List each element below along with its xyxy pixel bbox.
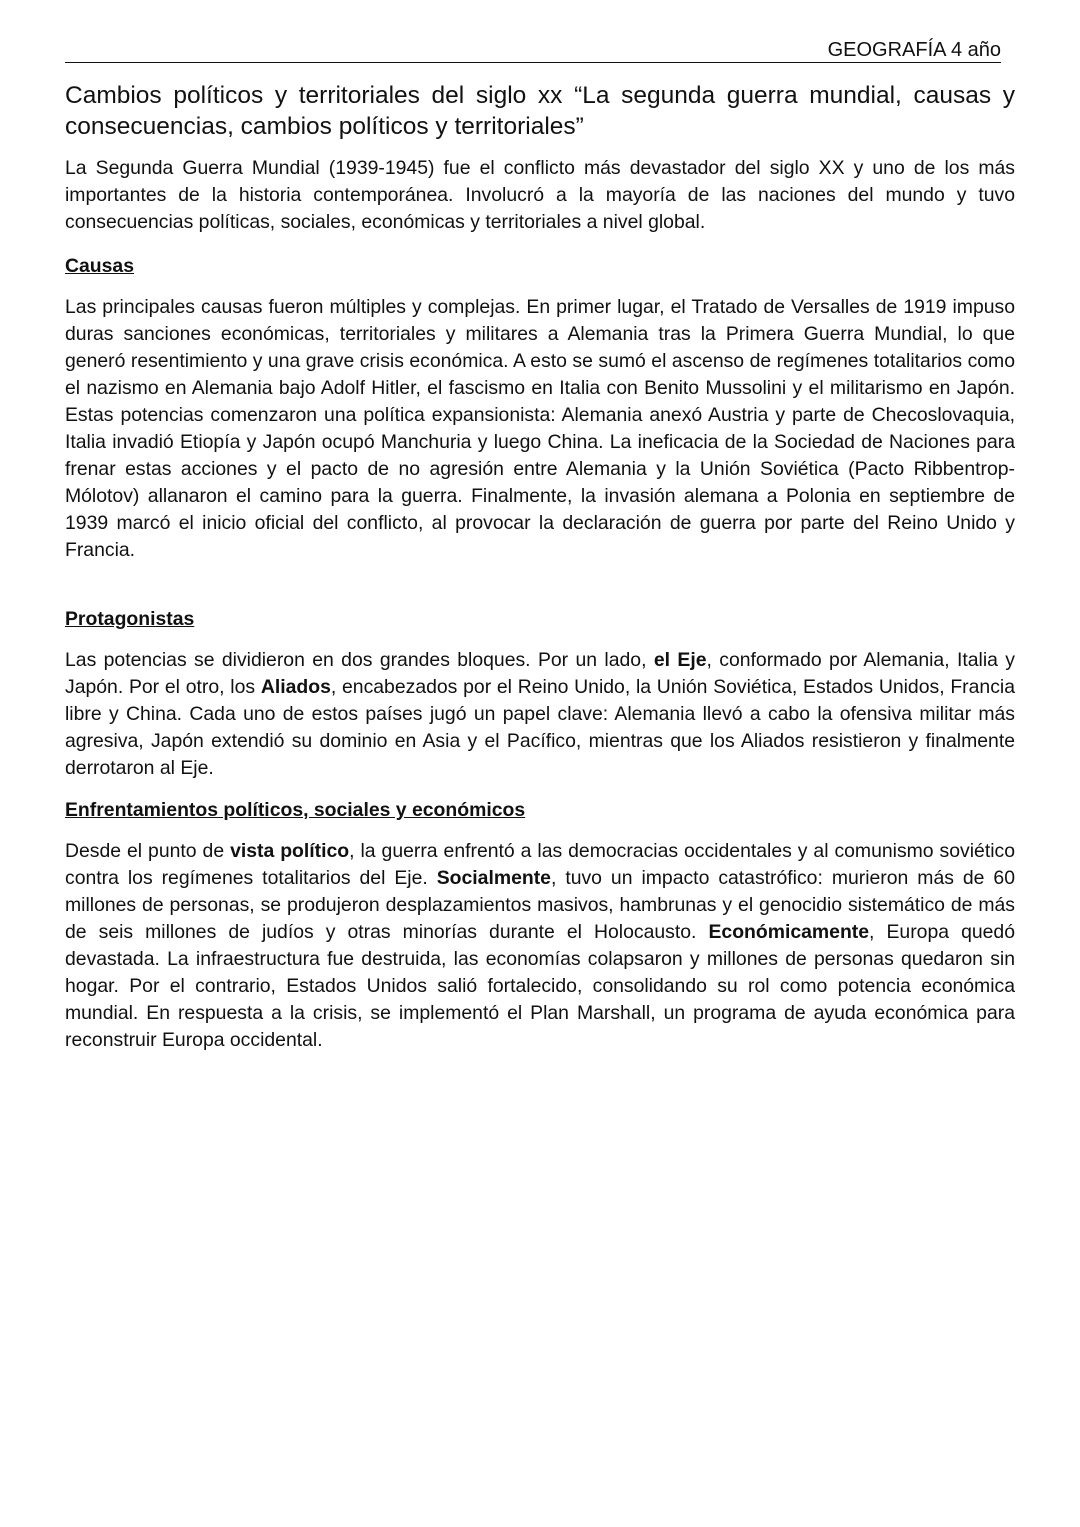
protagonistas-paragraph: Las potencias se dividieron en dos grandes bloques. Por un lado, el Eje, conformado por Alemania, Italia y Japón. Por el otro, los Aliados, encabezados por el Reino Unido, la Unión Soviética, Estados Unidos, Francia libre y China. Cada uno de estos países jugó un papel clave: Alemania llevó a cabo la ofensiva militar más agresiva, Japón extendió su dominio en Asia y el Pacífico, mientras que los Aliados resistieron y finalmente derrotaron al Eje. [65, 649, 1015, 779]
enfrentamientos-paragraph: Desde el punto de vista político, la guerra enfrentó a las democracias occidentales y al comunismo soviético contra los regímenes totalitarios del Eje. Socialmente, tuvo un impacto catastrófico: murieron más de 60 millones de personas, se produjeron desplazamientos masivos, hambrunas y el genocidio sistemático de más de seis millones de judíos y otras minorías durante el Holocausto. Económicamente, Europa quedó devastada. La infraestructura fue destruida, las economías colapsaron y millones de personas quedaron sin hogar. Por el contrario, Estados Unidos salió fortalecido, consolidando su rol como potencia económica mundial. En respuesta a la crisis, se implementó el Plan Marshall, un programa de ayuda económica para reconstruir Europa occidental. [65, 840, 1015, 1051]
vista-politico-term: vista político [230, 840, 350, 862]
causas-heading: Causas [65, 255, 134, 277]
enfrentamientos-section [65, 797, 1015, 1054]
document-title: Cambios políticos y territoriales del siglo xx “La segunda guerra mundial, causas y consecuencias, cambios políticos y territoriales” [65, 82, 1015, 140]
causas-paragraph: Las principales causas fueron múltiples y complejas. En primer lugar, el Tratado de Versalles de 1919 impuso duras sanciones económicas, territoriales y militares a Alemania tras la Primera Guerra Mundial, lo que generó resentimiento y una grave crisis económica. A esto se sumó el ascenso de regímenes totalitarios como el nazismo en Alemania bajo Adolf Hitler, el fascismo en Italia con Benito Mussolini y el militarismo en Japón. Estas potencias comenzaron una política expansionista: Alemania anexó Austria y parte de Checoslovaquia, Italia invadió Etiopía y Japón ocupó Manchuria y luego China. La ineficacia de la Sociedad de Naciones para frenar estas acciones y el pacto de no agresión entre Alemania y la Unión Soviética (Pacto Ribbentrop-Mólotov) allanaron el camino para la guerra. Finalmente, la invasión alemana a Polonia en septiembre de 1939 marcó el inicio oficial del conflicto, al provocar la declaración de guerra por parte del Reino Unido y Francia. [65, 296, 1015, 561]
protagonistas-section [65, 606, 1015, 782]
protagonistas-heading: Protagonistas [65, 608, 195, 630]
enfrentamientos-heading: Enfrentamientos políticos, sociales y económicos [65, 799, 526, 821]
causas-section [65, 253, 1015, 564]
aliados-term: Aliados [260, 676, 331, 698]
intro-paragraph: La Segunda Guerra Mundial (1939-1945) fue el conflicto más devastador del siglo XX y uno de los más importantes de la historia contemporánea. Involucró a la mayoría de las naciones del mundo y tuvo consecuencias políticas, sociales, económicas y territoriales a nivel global. [65, 157, 1015, 233]
eje-term: el Eje [653, 649, 707, 671]
economicamente-term: Económicamente [708, 921, 870, 943]
intro-section [65, 155, 1015, 236]
subject-header: GEOGRAFÍA 4 año [827, 39, 1001, 61]
header-rule [65, 38, 1001, 63]
socialmente-term: Socialmente [436, 867, 551, 889]
